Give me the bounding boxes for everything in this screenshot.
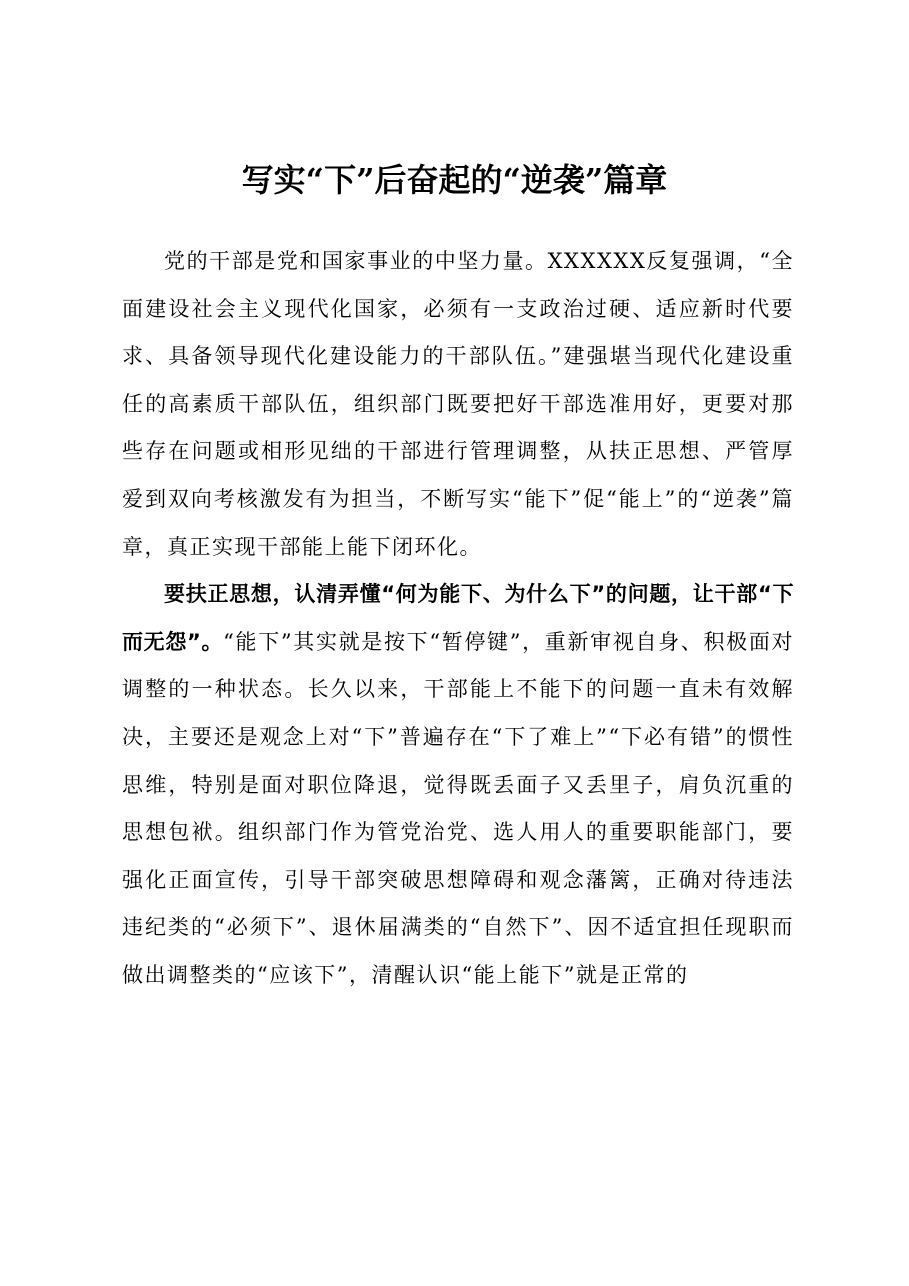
document-body — [122, 238, 794, 1000]
document-title: 写实“下”后奋起的“逆袭”篇章 — [241, 161, 668, 199]
paragraph-intro-text: 党的干部是党和国家事业的中坚力量。XXXXXX反复强调，“全面建设社会主义现代化国家，必须有一支政治过硬、适应新时代要求、具备领导现代化建设能力的干部队伍。”建强堪当现代化建设重任的高素质干部队伍，组织部门既要把好干部选准用好，更要对那些存在问题或相形见绌的干部进行管理调整，从扶正思想、严管厚爱到双向考核激发有为担当，不断写实“能下”促“能上”的“逆袭”篇章，真正实现干部能上能下闭环化。 — [122, 249, 794, 559]
paragraph-ideology — [122, 571, 794, 999]
paragraph-ideology-text: “能下”其实就是按下“暂停键”，重新审视自身、积极面对调整的一种状态。长久以来，干部能上不能下的问题一直未有效解决，主要还是观念上对“下”普遍存在“下了难上”“下必有错”的惯性思维，特别是面对职位降退，觉得既丢面子又丢里子，肩负沉重的思想包袱。组织部门作为管党治党、选人用人的重要职能部门，要强化正面宣传，引导干部突破思想障碍和观念藩篱，正确对待违法违纪类的“必须下”、退休届满类的“自然下”、因不适宜担任现职而做出调整类的“应该下”，清醒认识“能上能下”就是正常的 — [122, 629, 794, 987]
paragraph-ideology-lead: 要扶正思想，认清弄懂“何为能下、为什么下”的问题，让干部“下而无怨”。 — [122, 582, 794, 654]
paragraph-intro — [122, 238, 794, 571]
